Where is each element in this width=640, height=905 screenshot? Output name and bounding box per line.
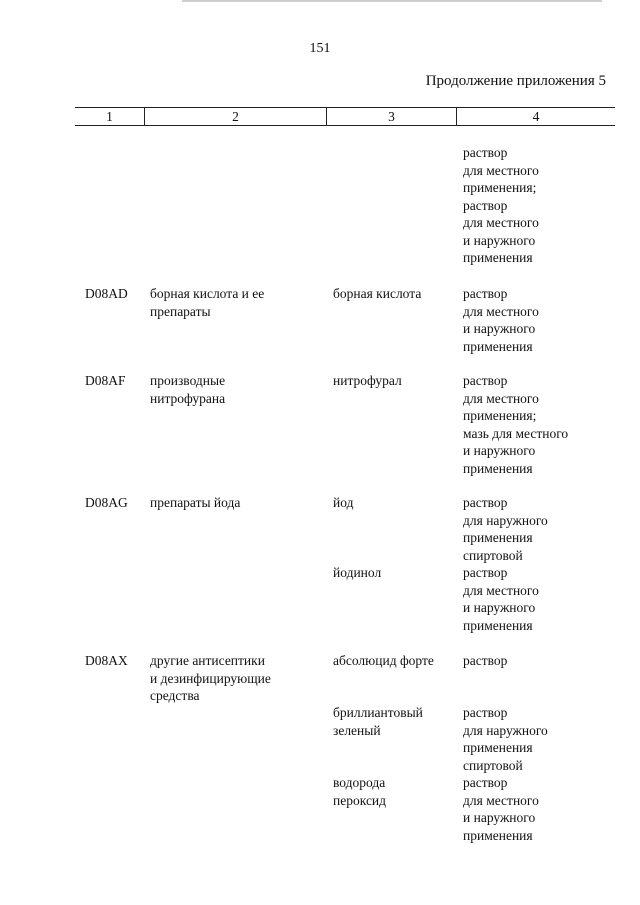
dosage-form-cell: раствор для местного и наружного применения <box>463 775 539 843</box>
drug-name: йод <box>333 495 354 510</box>
dosage-form-cell: раствор для местного применения; раствор для местного и наружного применения <box>463 145 539 265</box>
dosage-form-cell: раствор <box>463 653 508 668</box>
atc-code: D08AF <box>85 373 126 388</box>
column-header-1: 1 <box>106 109 113 124</box>
column-header-2: 2 <box>232 109 239 124</box>
column-header-3: 3 <box>388 109 395 124</box>
drug-name: йодинол <box>333 565 382 580</box>
dosage-form-cell: раствор для местного и наружного применения <box>463 565 539 633</box>
appendix-continuation-title: Продолжение приложения 5 <box>425 73 606 89</box>
dosage-form-cell: раствор для наружного применения спиртовой <box>463 495 548 563</box>
drug-name: борная кислота <box>333 286 422 301</box>
drug-name: нитрофурал <box>333 373 402 388</box>
drug-name: бриллиантовый зеленый <box>333 705 423 738</box>
scan-edge-line <box>182 0 602 2</box>
atc-code: D08AX <box>85 653 128 668</box>
dosage-form-cell: раствор для местного и наружного применения <box>463 286 539 354</box>
group-name: производные нитрофурана <box>150 373 226 406</box>
column-header-4: 4 <box>532 109 540 124</box>
atc-code: D08AD <box>85 286 128 301</box>
group-name: препараты йода <box>150 495 241 510</box>
dosage-form-cell: раствор для местного применения; мазь для местного и наружного применения <box>463 373 569 476</box>
dosage-form-cell: раствор для наружного применения спиртовой <box>463 705 548 773</box>
drug-name: водорода пероксид <box>333 775 387 808</box>
group-name: борная кислота и ее препараты <box>150 286 265 319</box>
page-number: 151 <box>309 41 331 56</box>
drug-name: абсолюцид форте <box>333 653 434 668</box>
atc-code: D08AG <box>85 495 128 510</box>
group-name: другие антисептики и дезинфицирующие средства <box>150 653 271 703</box>
